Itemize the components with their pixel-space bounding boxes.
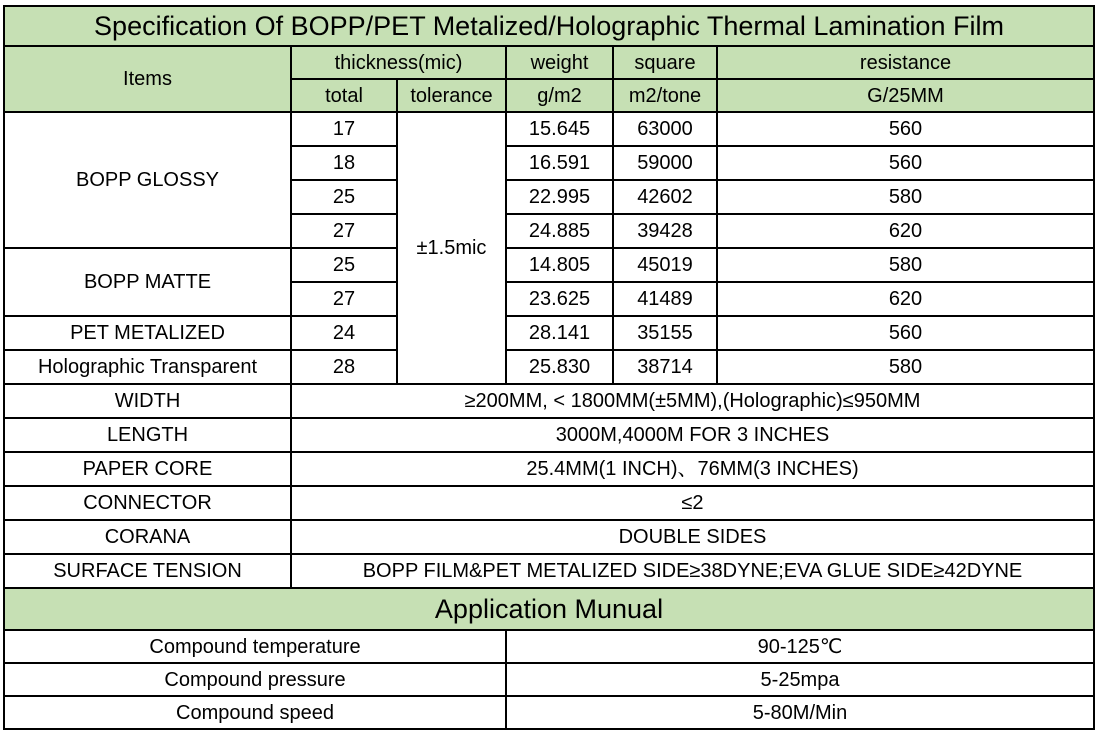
spec-row — [4, 418, 1094, 452]
header-square-unit: m2/tone — [613, 79, 717, 112]
cell-total: 18 — [291, 146, 397, 180]
spec-value-surface-tension: BOPP FILM&PET METALIZED SIDE≥38DYNE;EVA GLUE SIDE≥42DYNE — [291, 554, 1094, 588]
spec-value-width: ≥200MM, < 1800MM(±5MM),(Holographic)≤950MM — [291, 384, 1094, 418]
cell-total: 25 — [291, 180, 397, 214]
application-label: Compound temperature — [4, 630, 506, 663]
header-square: square — [613, 46, 717, 79]
application-row — [4, 663, 1094, 696]
spec-label-width: WIDTH — [4, 384, 291, 418]
cell-square: 42602 — [613, 180, 717, 214]
cell-tolerance: ±1.5mic — [397, 112, 506, 384]
spec-table — [3, 5, 1095, 730]
cell-square: 45019 — [613, 248, 717, 282]
group-bopp-glossy: BOPP GLOSSY — [4, 112, 291, 248]
cell-resistance: 580 — [717, 248, 1094, 282]
cell-square: 63000 — [613, 112, 717, 146]
cell-resistance: 580 — [717, 350, 1094, 384]
application-value: 5-25mpa — [506, 663, 1094, 696]
group-bopp-matte: BOPP MATTE — [4, 248, 291, 316]
cell-resistance: 560 — [717, 316, 1094, 350]
cell-weight: 14.805 — [506, 248, 613, 282]
cell-total: 17 — [291, 112, 397, 146]
spec-label-length: LENGTH — [4, 418, 291, 452]
cell-resistance: 560 — [717, 146, 1094, 180]
table-row — [4, 112, 1094, 146]
cell-square: 39428 — [613, 214, 717, 248]
group-pet-metalized: PET METALIZED — [4, 316, 291, 350]
application-label: Compound pressure — [4, 663, 506, 696]
cell-square: 38714 — [613, 350, 717, 384]
application-value: 90-125℃ — [506, 630, 1094, 663]
table-row — [4, 350, 1094, 384]
table-row — [4, 316, 1094, 350]
header-weight-unit: g/m2 — [506, 79, 613, 112]
group-holographic: Holographic Transparent — [4, 350, 291, 384]
spec-value-paper-core: 25.4MM(1 INCH)、76MM(3 INCHES) — [291, 452, 1094, 486]
cell-total: 27 — [291, 214, 397, 248]
header-thickness: thickness(mic) — [291, 46, 506, 79]
cell-resistance: 560 — [717, 112, 1094, 146]
header-total: total — [291, 79, 397, 112]
cell-weight: 16.591 — [506, 146, 613, 180]
spec-row — [4, 486, 1094, 520]
cell-resistance: 620 — [717, 214, 1094, 248]
cell-total: 28 — [291, 350, 397, 384]
cell-square: 59000 — [613, 146, 717, 180]
spec-label-surface-tension: SURFACE TENSION — [4, 554, 291, 588]
header-resistance: resistance — [717, 46, 1094, 79]
application-label: Compound speed — [4, 696, 506, 729]
spec-label-connector: CONNECTOR — [4, 486, 291, 520]
cell-square: 35155 — [613, 316, 717, 350]
cell-total: 24 — [291, 316, 397, 350]
spec-value-connector: ≤2 — [291, 486, 1094, 520]
spec-label-corana: CORANA — [4, 520, 291, 554]
application-title: Application Munual — [4, 588, 1094, 630]
cell-resistance: 580 — [717, 180, 1094, 214]
cell-weight: 25.830 — [506, 350, 613, 384]
table-row — [4, 248, 1094, 282]
cell-total: 25 — [291, 248, 397, 282]
spec-row — [4, 452, 1094, 486]
cell-resistance: 620 — [717, 282, 1094, 316]
spec-row — [4, 554, 1094, 588]
cell-weight: 15.645 — [506, 112, 613, 146]
header-tolerance: tolerance — [397, 79, 506, 112]
table-title: Specification Of BOPP/PET Metalized/Holographic Thermal Lamination Film — [4, 6, 1094, 46]
header-items: Items — [4, 46, 291, 112]
cell-square: 41489 — [613, 282, 717, 316]
spec-value-length: 3000M,4000M FOR 3 INCHES — [291, 418, 1094, 452]
application-row — [4, 696, 1094, 729]
cell-weight: 28.141 — [506, 316, 613, 350]
header-weight: weight — [506, 46, 613, 79]
spec-row — [4, 520, 1094, 554]
spec-row — [4, 384, 1094, 418]
cell-weight: 22.995 — [506, 180, 613, 214]
cell-weight: 24.885 — [506, 214, 613, 248]
header-resistance-unit: G/25MM — [717, 79, 1094, 112]
spec-value-corana: DOUBLE SIDES — [291, 520, 1094, 554]
application-value: 5-80M/Min — [506, 696, 1094, 729]
application-row — [4, 630, 1094, 663]
cell-total: 27 — [291, 282, 397, 316]
spec-label-paper-core: PAPER CORE — [4, 452, 291, 486]
cell-weight: 23.625 — [506, 282, 613, 316]
